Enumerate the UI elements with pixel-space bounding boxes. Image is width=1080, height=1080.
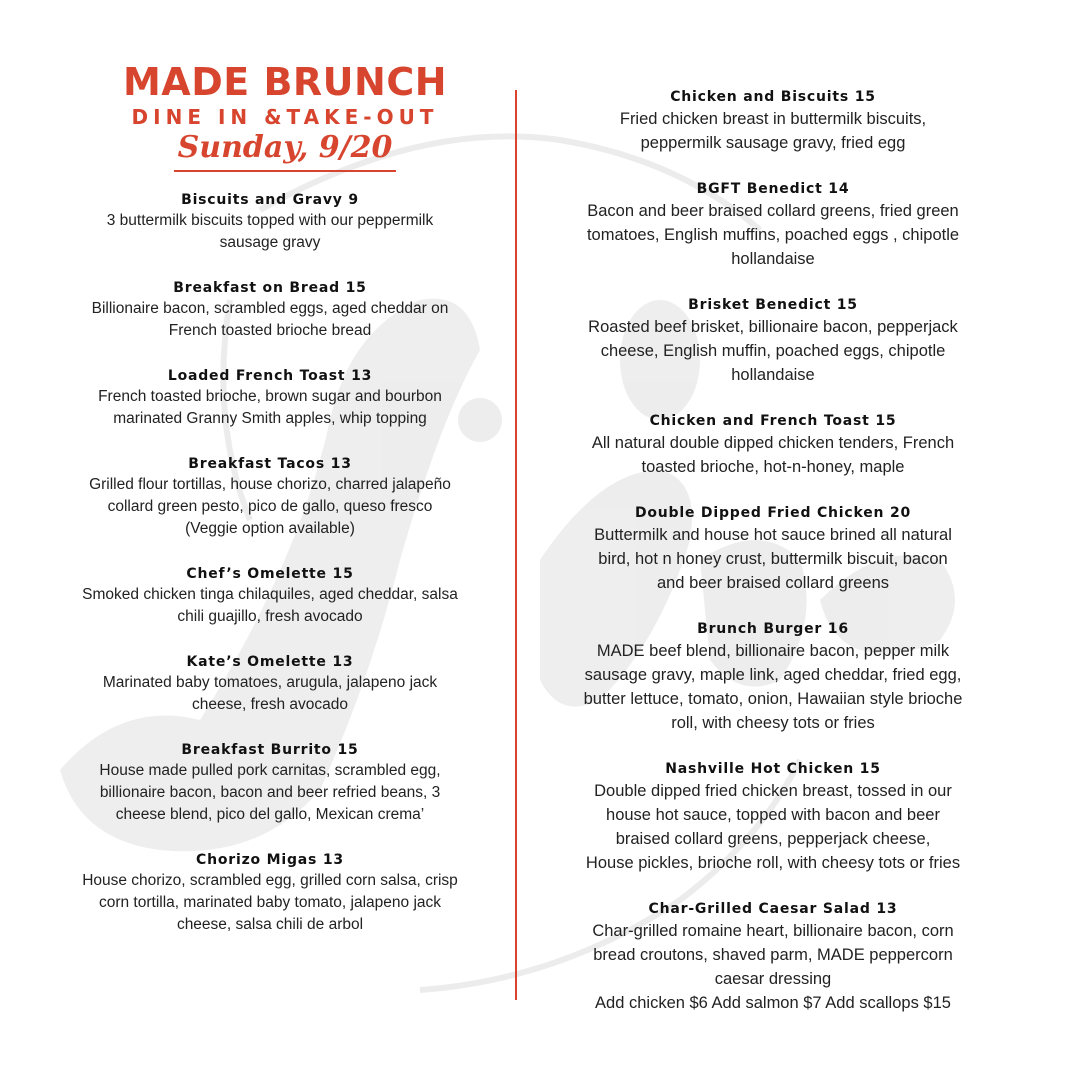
menu-item bbox=[60, 190, 480, 254]
menu-item-title: Loaded French Toast 13 bbox=[167, 368, 373, 384]
menu-item-line: caesar dressing bbox=[714, 970, 832, 988]
menu-item-title: Biscuits and Gravy 9 bbox=[181, 192, 359, 208]
menu-date: Sunday, 9/20 bbox=[177, 130, 393, 165]
menu-item-title: Kate’s Omelette 13 bbox=[186, 654, 354, 670]
menu-item-line: hollandaise bbox=[731, 250, 815, 268]
menu-item bbox=[60, 454, 480, 540]
menu-item-line: All natural double dipped chicken tenders, French bbox=[591, 434, 955, 452]
menu-item bbox=[556, 503, 990, 595]
menu-item-line: toasted brioche, hot-n-honey, maple bbox=[641, 458, 905, 476]
menu-item-line: Bacon and beer braised collard greens, fried green bbox=[587, 202, 959, 220]
menu-item-title: Chorizo Migas 13 bbox=[196, 852, 344, 868]
menu-item-line: house hot sauce, topped with bacon and beer bbox=[606, 806, 940, 824]
menu-item-line: sausage gravy, maple link, aged cheddar, fried egg, bbox=[584, 666, 962, 684]
menu-item-line: French toasted brioche, brown sugar and bourbon bbox=[98, 388, 442, 405]
menu-item-line: Add chicken $6 Add salmon $7 Add scallops $15 bbox=[595, 994, 951, 1012]
menu-item-line: House chorizo, scrambled egg, grilled corn salsa, crisp bbox=[82, 872, 458, 889]
menu-item-line: Fried chicken breast in buttermilk biscuits, bbox=[619, 110, 927, 128]
menu-item-line: (Veggie option available) bbox=[185, 520, 355, 537]
menu-item bbox=[60, 366, 480, 430]
menu-item-title: Nashville Hot Chicken 15 bbox=[665, 761, 881, 777]
menu-item-line: Char-grilled romaine heart, billionaire bacon, corn bbox=[592, 922, 954, 940]
menu-item-line: Buttermilk and house hot sauce brined all natural bbox=[594, 526, 952, 544]
menu-item-line: cheese blend, pico del gallo, Mexican crema’ bbox=[115, 806, 425, 823]
menu-item-title: Brisket Benedict 15 bbox=[688, 297, 858, 313]
menu-item bbox=[60, 740, 480, 826]
menu-item-line: Billionaire bacon, scrambled eggs, aged cheddar on bbox=[91, 300, 449, 317]
menu-header bbox=[110, 60, 460, 172]
menu-item-line: chili guajillo, fresh avocado bbox=[177, 608, 363, 625]
menu-item-title: Chicken and French Toast 15 bbox=[649, 413, 897, 429]
menu-item-title: Breakfast on Bread 15 bbox=[173, 280, 367, 296]
menu-item bbox=[60, 652, 480, 716]
menu-item bbox=[60, 850, 480, 936]
menu-item bbox=[556, 295, 990, 387]
menu-item bbox=[556, 179, 990, 271]
menu-item bbox=[556, 899, 990, 1015]
menu-item-line: Marinated baby tomatoes, arugula, jalapeno jack bbox=[102, 674, 438, 691]
menu-item bbox=[60, 564, 480, 628]
menu-item-title: Chicken and Biscuits 15 bbox=[670, 89, 876, 105]
menu-item-line: marinated Granny Smith apples, whip topping bbox=[113, 410, 427, 427]
menu-item-line: sausage gravy bbox=[219, 234, 321, 251]
menu-item-title: BGFT Benedict 14 bbox=[696, 181, 850, 197]
menu-item-line: Grilled flour tortillas, house chorizo, charred jalapeño bbox=[89, 476, 451, 493]
menu-item-line: roll, with cheesy tots or fries bbox=[671, 714, 875, 732]
date-underline bbox=[174, 170, 396, 172]
menu-item-title: Breakfast Burrito 15 bbox=[181, 742, 359, 758]
brand-title: MADE BRUNCH bbox=[122, 60, 448, 104]
menu-item-line: bird, hot n honey crust, buttermilk biscuit, bacon bbox=[598, 550, 948, 568]
menu-item-line: braised collard greens, pepperjack cheese, bbox=[615, 830, 931, 848]
menu-item-line: MADE beef blend, billionaire bacon, pepper milk bbox=[596, 642, 950, 660]
menu-item-title: Chef’s Omelette 15 bbox=[186, 566, 354, 582]
menu-item-line: Double dipped fried chicken breast, tossed in our bbox=[594, 782, 952, 800]
menu-item-line: billionaire bacon, bacon and beer refried beans, 3 bbox=[99, 784, 441, 801]
menu-item bbox=[556, 759, 990, 875]
menu-item-line: House pickles, brioche roll, with cheesy tots or fries bbox=[585, 854, 961, 872]
menu-item bbox=[556, 411, 990, 479]
menu-item-line: Roasted beef brisket, billionaire bacon, pepperjack bbox=[588, 318, 958, 336]
menu-item bbox=[556, 619, 990, 735]
menu-item-line: tomatoes, English muffins, poached eggs , chipotle bbox=[586, 226, 960, 244]
menu-item-line: peppermilk sausage gravy, fried egg bbox=[640, 134, 906, 152]
menu-item-line: cheese, English muffin, poached eggs, chipotle bbox=[600, 342, 946, 360]
menu-item-title: Breakfast Tacos 13 bbox=[188, 456, 352, 472]
column-divider bbox=[515, 90, 517, 1000]
menu-item-title: Double Dipped Fried Chicken 20 bbox=[634, 505, 912, 521]
menu-item-line: French toasted brioche bread bbox=[168, 322, 372, 339]
menu-item-line: hollandaise bbox=[731, 366, 815, 384]
menu-item bbox=[60, 278, 480, 342]
menu-item-line: butter lettuce, tomato, onion, Hawaiian style brioche bbox=[583, 690, 963, 708]
menu-item-line: 3 buttermilk biscuits topped with our peppermilk bbox=[106, 212, 434, 229]
menu-item-line: cheese, salsa chili de arbol bbox=[176, 916, 364, 933]
menu-item bbox=[556, 87, 990, 155]
menu-item-line: bread croutons, shaved parm, MADE peppercorn bbox=[593, 946, 953, 964]
menu-item-line: and beer braised collard greens bbox=[656, 574, 890, 592]
menu-item-line: House made pulled pork carnitas, scrambled egg, bbox=[99, 762, 441, 779]
service-subtitle: DINE IN &TAKE-OUT bbox=[131, 105, 439, 129]
menu-item-title: Char-Grilled Caesar Salad 13 bbox=[648, 901, 898, 917]
menu-item-line: corn tortilla, marinated baby tomato, jalapeno jack bbox=[98, 894, 442, 911]
menu-item-title: Brunch Burger 16 bbox=[697, 621, 849, 637]
menu-item-line: collard green pesto, pico de gallo, queso fresco bbox=[107, 498, 433, 515]
menu-item-line: Smoked chicken tinga chilaquiles, aged cheddar, salsa bbox=[82, 586, 458, 603]
menu-item-line: cheese, fresh avocado bbox=[192, 696, 348, 713]
